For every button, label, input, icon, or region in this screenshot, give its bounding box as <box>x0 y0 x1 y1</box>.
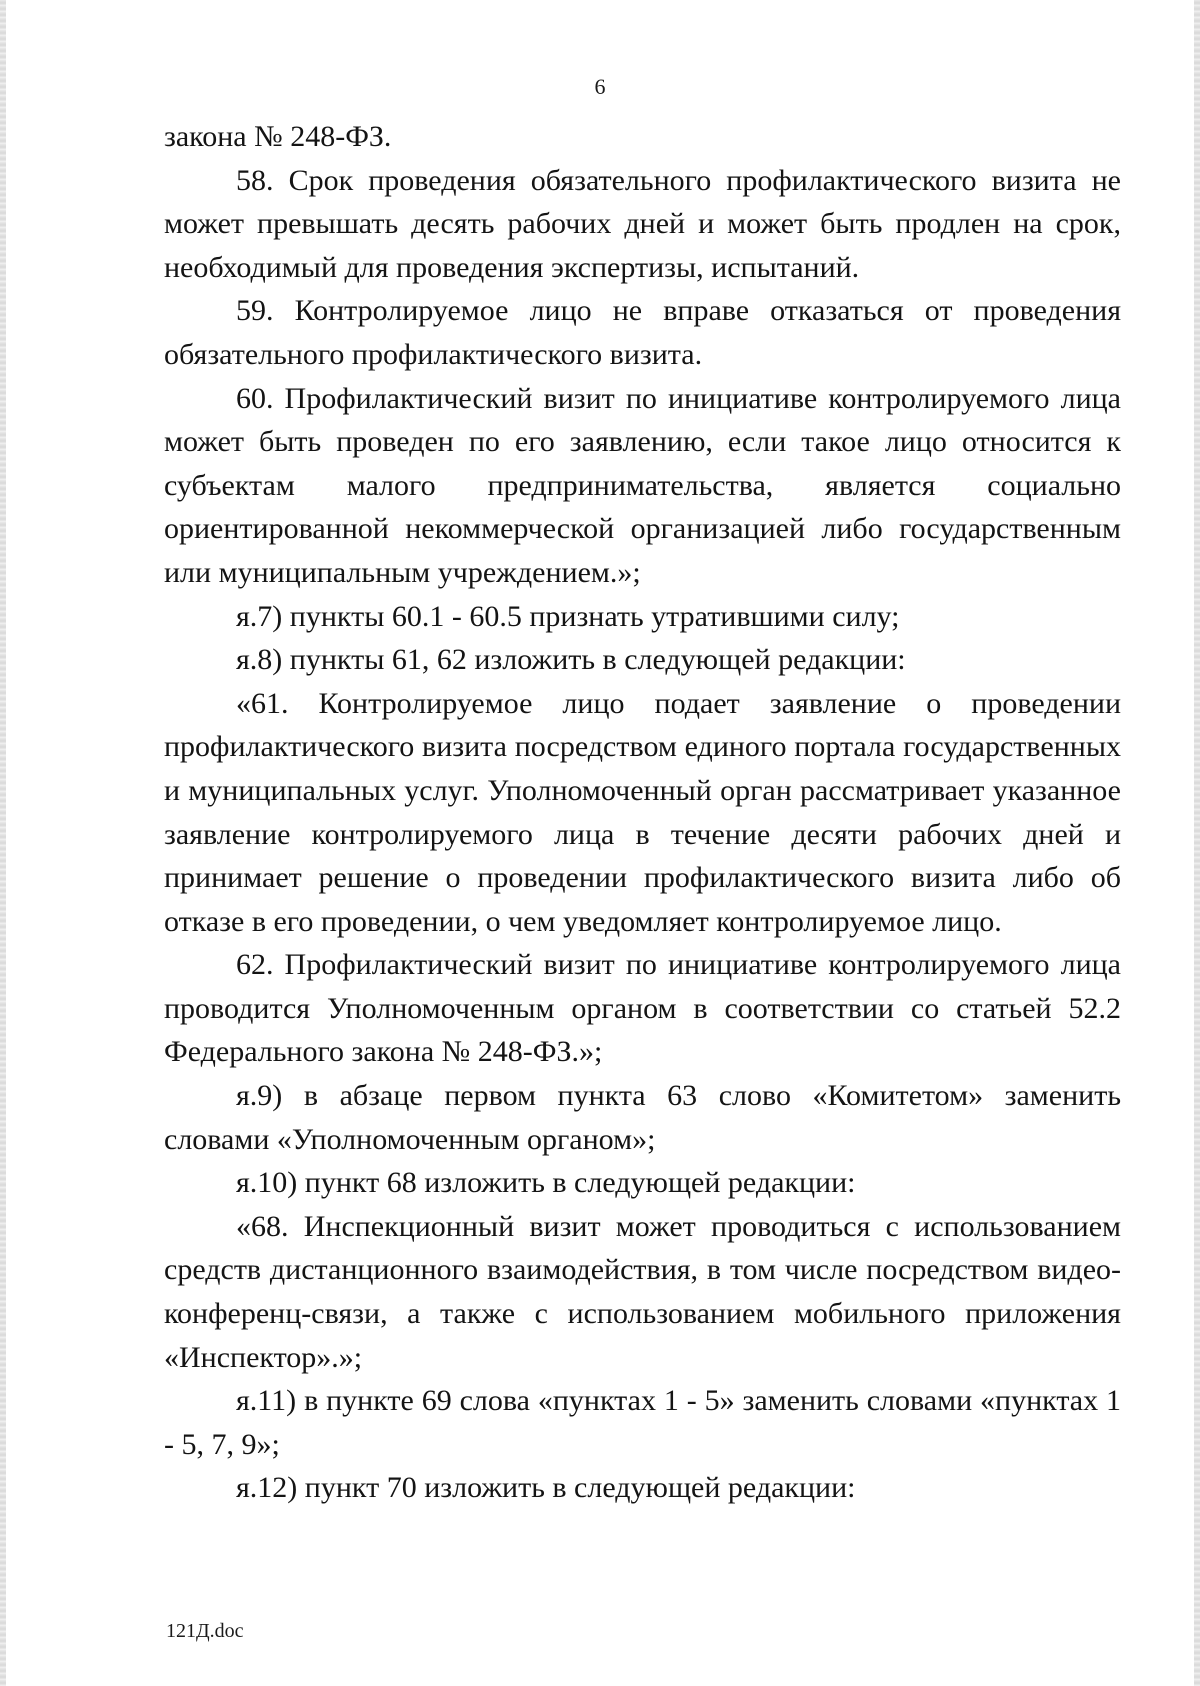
page-number: 6 <box>594 74 606 99</box>
paragraph-amendment-12: я.12) пункт 70 изложить в следующей редакции: <box>236 1471 856 1505</box>
scan-edge-right <box>1194 0 1200 1686</box>
paragraph-amendment-8: я.8) пункты 61, 62 изложить в следующей редакции: <box>236 643 906 677</box>
paragraph-item-59: 59. Контролируемое лицо не вправе отказаться от проведения обязательного профилактического визита. <box>164 294 1121 371</box>
paragraph-item-62: 62. Профилактический визит по инициативе контролируемого лица проводится Уполномоченным органом в соответствии со статьей 52.2 Федерального закона № 248-ФЗ.»; <box>164 948 1121 1069</box>
paragraph-item-60: 60. Профилактический визит по инициативе контролируемого лица может быть проведен по его заявлению, если такое лицо относится к субъектам малого предпринимательства, является социально ориентированной некоммерческой организацией либо государственным или муниципальным учреждением.»; <box>164 381 1121 589</box>
footer-filename: 121Д.doc <box>166 1620 244 1642</box>
paragraph-continuation: закона № 248-ФЗ. <box>164 120 392 153</box>
paragraph-item-61: «61. Контролируемое лицо подает заявление о проведении профилактического визита посредством единого портала государственных и муниципальных услуг. Уполномоченный орган рассматривает указанное заявление контролируемого лица в течение десяти рабочих дней и принимает решение о проведении профилактического визита либо об отказе в его проведении, о чем уведомляет контролируемое лицо. <box>164 686 1121 938</box>
paragraph-item-58: 58. Срок проведения обязательного профилактического визита не может превышать десять рабочих дней и может быть продлен на срок, необходимый для проведения экспертизы, испытаний. <box>164 163 1121 284</box>
scan-edge-left <box>0 0 6 1686</box>
document-body <box>164 115 1121 1510</box>
paragraph-item-68: «68. Инспекционный визит может проводиться с использованием средств дистанционного взаимодействия, в том числе посредством видео-конференц-связи, а также с использованием мобильного приложения «Инспектор».»; <box>164 1209 1121 1374</box>
paragraph-amendment-11: я.11) в пункте 69 слова «пунктах 1 - 5» заменить словами «пунктах 1 - 5, 7, 9»; <box>164 1384 1121 1461</box>
paragraph-amendment-7: я.7) пункты 60.1 - 60.5 признать утратившими силу; <box>236 599 900 633</box>
paragraph-amendment-10: я.10) пункт 68 изложить в следующей редакции: <box>236 1166 856 1200</box>
paragraph-amendment-9: я.9) в абзаце первом пункта 63 слово «Комитетом» заменить словами «Уполномоченным органом»; <box>164 1079 1121 1156</box>
